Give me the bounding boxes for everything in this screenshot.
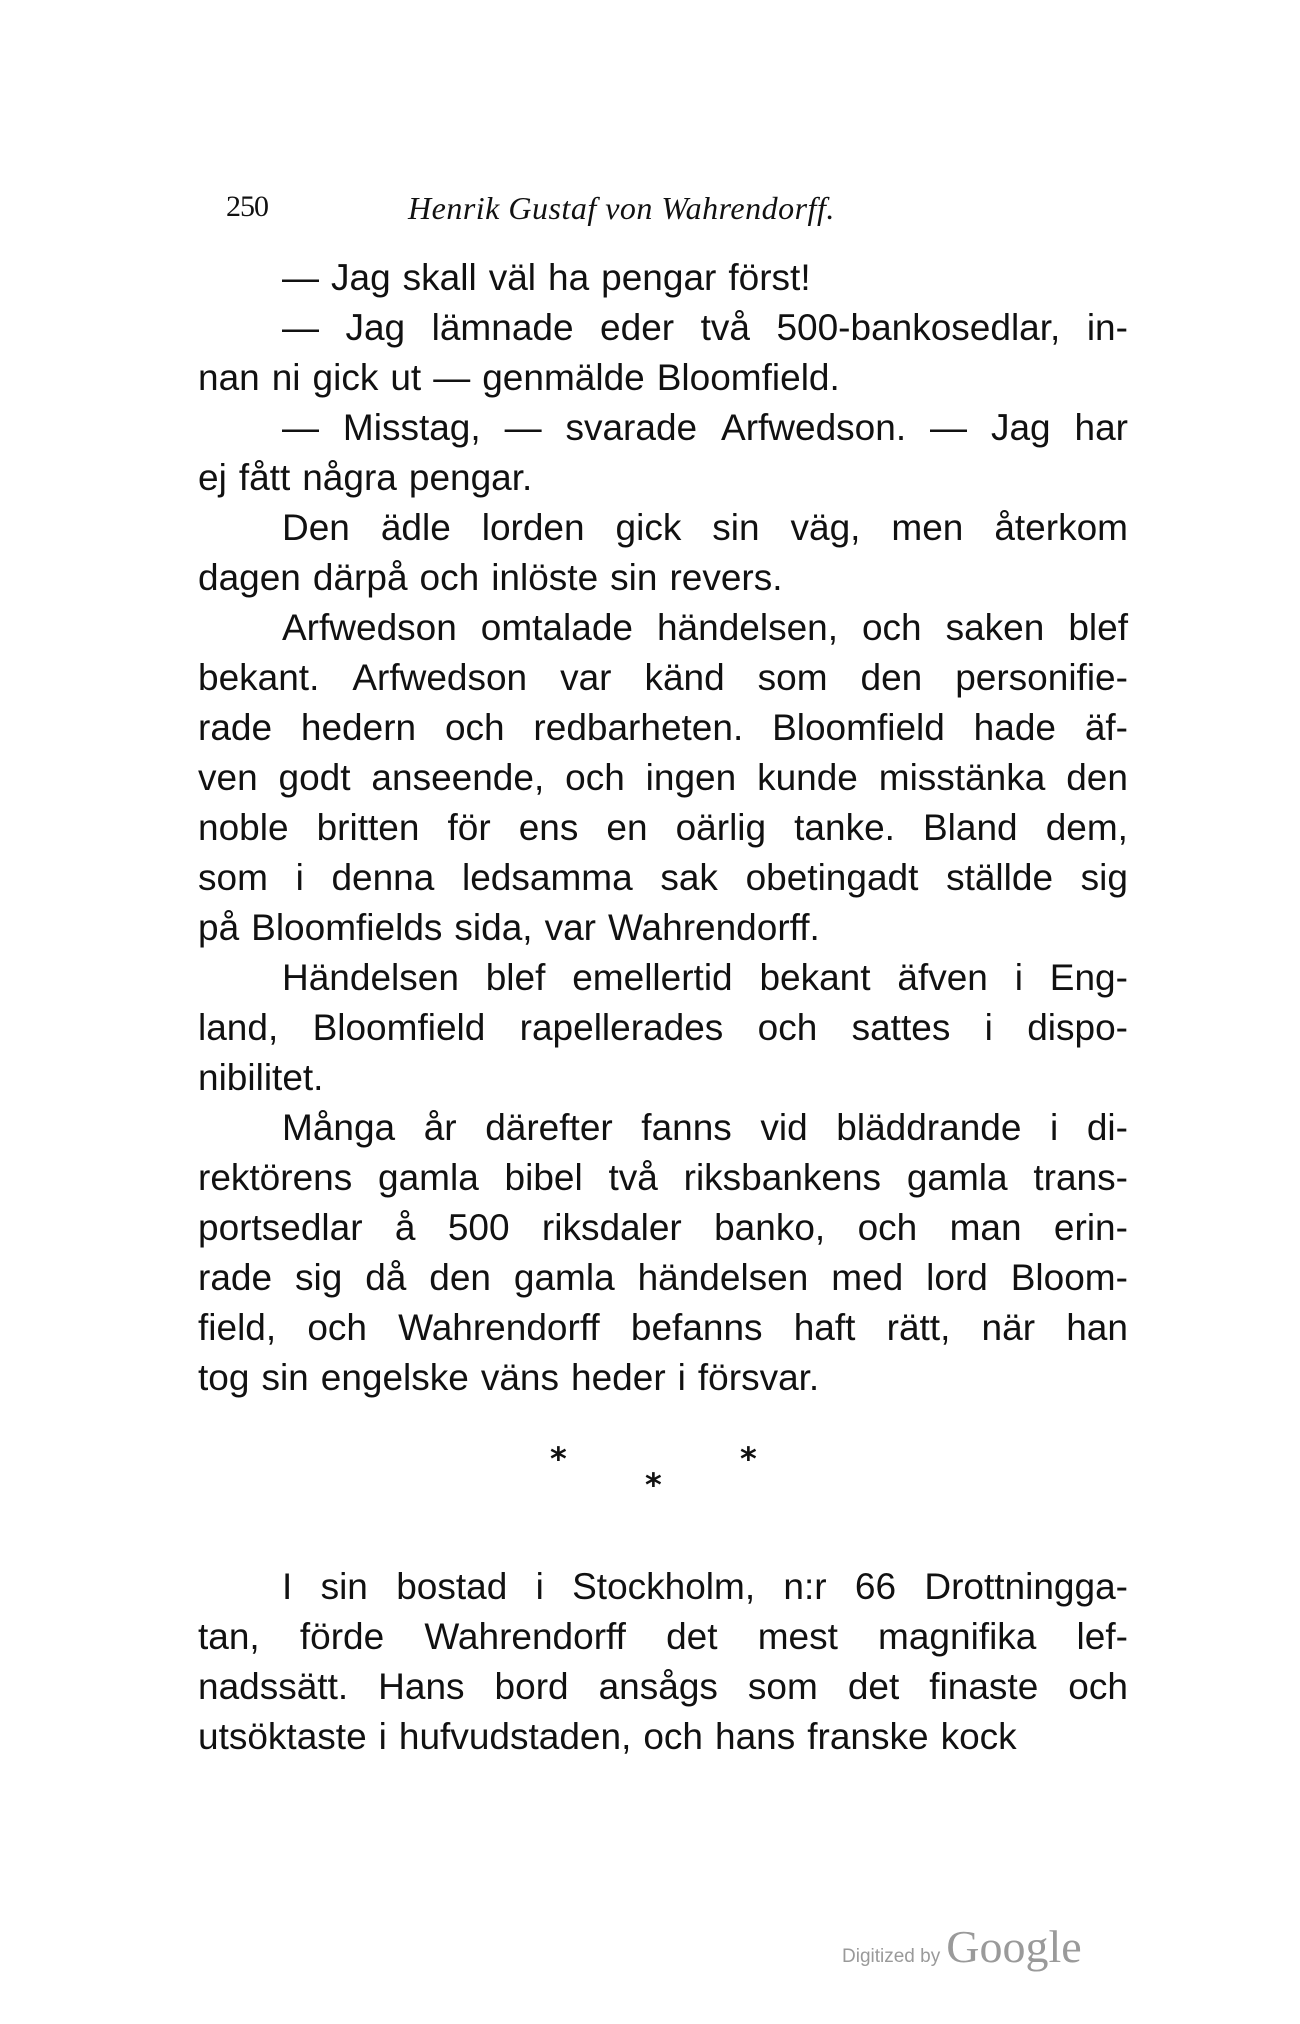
text-line: utsöktaste i hufvudstaden, och hans franske kock [198,1716,1017,1757]
paragraph [198,1103,1128,1403]
text-line: field, och Wahrendorff befanns haft rätt, när han [198,1307,1128,1348]
text-line: nadssätt. Hans bord ansågs som det finaste och [198,1666,1128,1707]
text-line: bekant. Arfwedson var känd som den personifie- [198,657,1128,698]
paragraph [198,1562,1128,1762]
text-line: Den ädle lorden gick sin väg, men återkom [282,507,1128,548]
paragraph [198,403,1128,503]
text-line: noble britten för ens en oärlig tanke. Bland dem, [198,807,1128,848]
body-text [198,253,1128,1403]
watermark-digitized-by: Digitized by [842,1946,941,1967]
text-line: tog sin engelske väns heder i försvar. [198,1357,820,1398]
digitized-watermark [842,1920,1082,1973]
separator-star: * [550,1440,567,1478]
separator-star: * [645,1466,662,1504]
section-separator [540,1440,780,1520]
page-number: 250 [226,190,268,223]
separator-star: * [740,1440,757,1478]
paragraph [198,303,1128,403]
text-line: rade sig då den gamla händelsen med lord Bloom- [198,1257,1128,1298]
paragraph [198,253,1128,303]
paragraph [198,953,1128,1103]
text-line: rektörens gamla bibel två riksbankens gamla trans- [198,1157,1128,1198]
paragraph [198,603,1128,953]
paragraph [198,503,1128,603]
text-line: land, Bloomfield rapellerades och sattes i dispo- [198,1007,1128,1048]
text-line: ven godt anseende, och ingen kunde misstänka den [198,757,1128,798]
text-line: — Misstag, — svarade Arfwedson. — Jag har [282,407,1128,448]
text-line: Många år därefter fanns vid bläddrande i di- [282,1107,1128,1148]
text-line: på Bloomfields sida, var Wahrendorff. [198,907,820,948]
text-line: Arfwedson omtalade händelsen, och saken blef [282,607,1128,648]
text-line: nibilitet. [198,1057,324,1098]
text-line: ej fått några pengar. [198,457,533,498]
text-line: dagen därpå och inlöste sin revers. [198,557,783,598]
text-line: — Jag skall väl ha pengar först! [282,257,811,298]
text-line: som i denna ledsamma sak obetingadt ställde sig [198,857,1128,898]
text-line: — Jag lämnade eder två 500-bankosedlar, in- [282,307,1128,348]
text-line: tan, förde Wahrendorff det mest magnifika lef- [198,1616,1128,1657]
text-line: portsedlar å 500 riksdaler banko, och man erin- [198,1207,1128,1248]
page-header [226,190,1126,230]
text-line: rade hedern och redbarheten. Bloomfield hade äf- [198,707,1128,748]
running-head: Henrik Gustaf von Wahrendorff. [408,190,835,226]
watermark-google-logo: Google [946,1921,1082,1972]
body-text-continued [198,1562,1128,1762]
text-line: Händelsen blef emellertid bekant äfven i Eng- [282,957,1128,998]
text-line: nan ni gick ut — genmälde Bloomfield. [198,357,840,398]
text-line: I sin bostad i Stockholm, n:r 66 Drottningga- [282,1566,1128,1607]
